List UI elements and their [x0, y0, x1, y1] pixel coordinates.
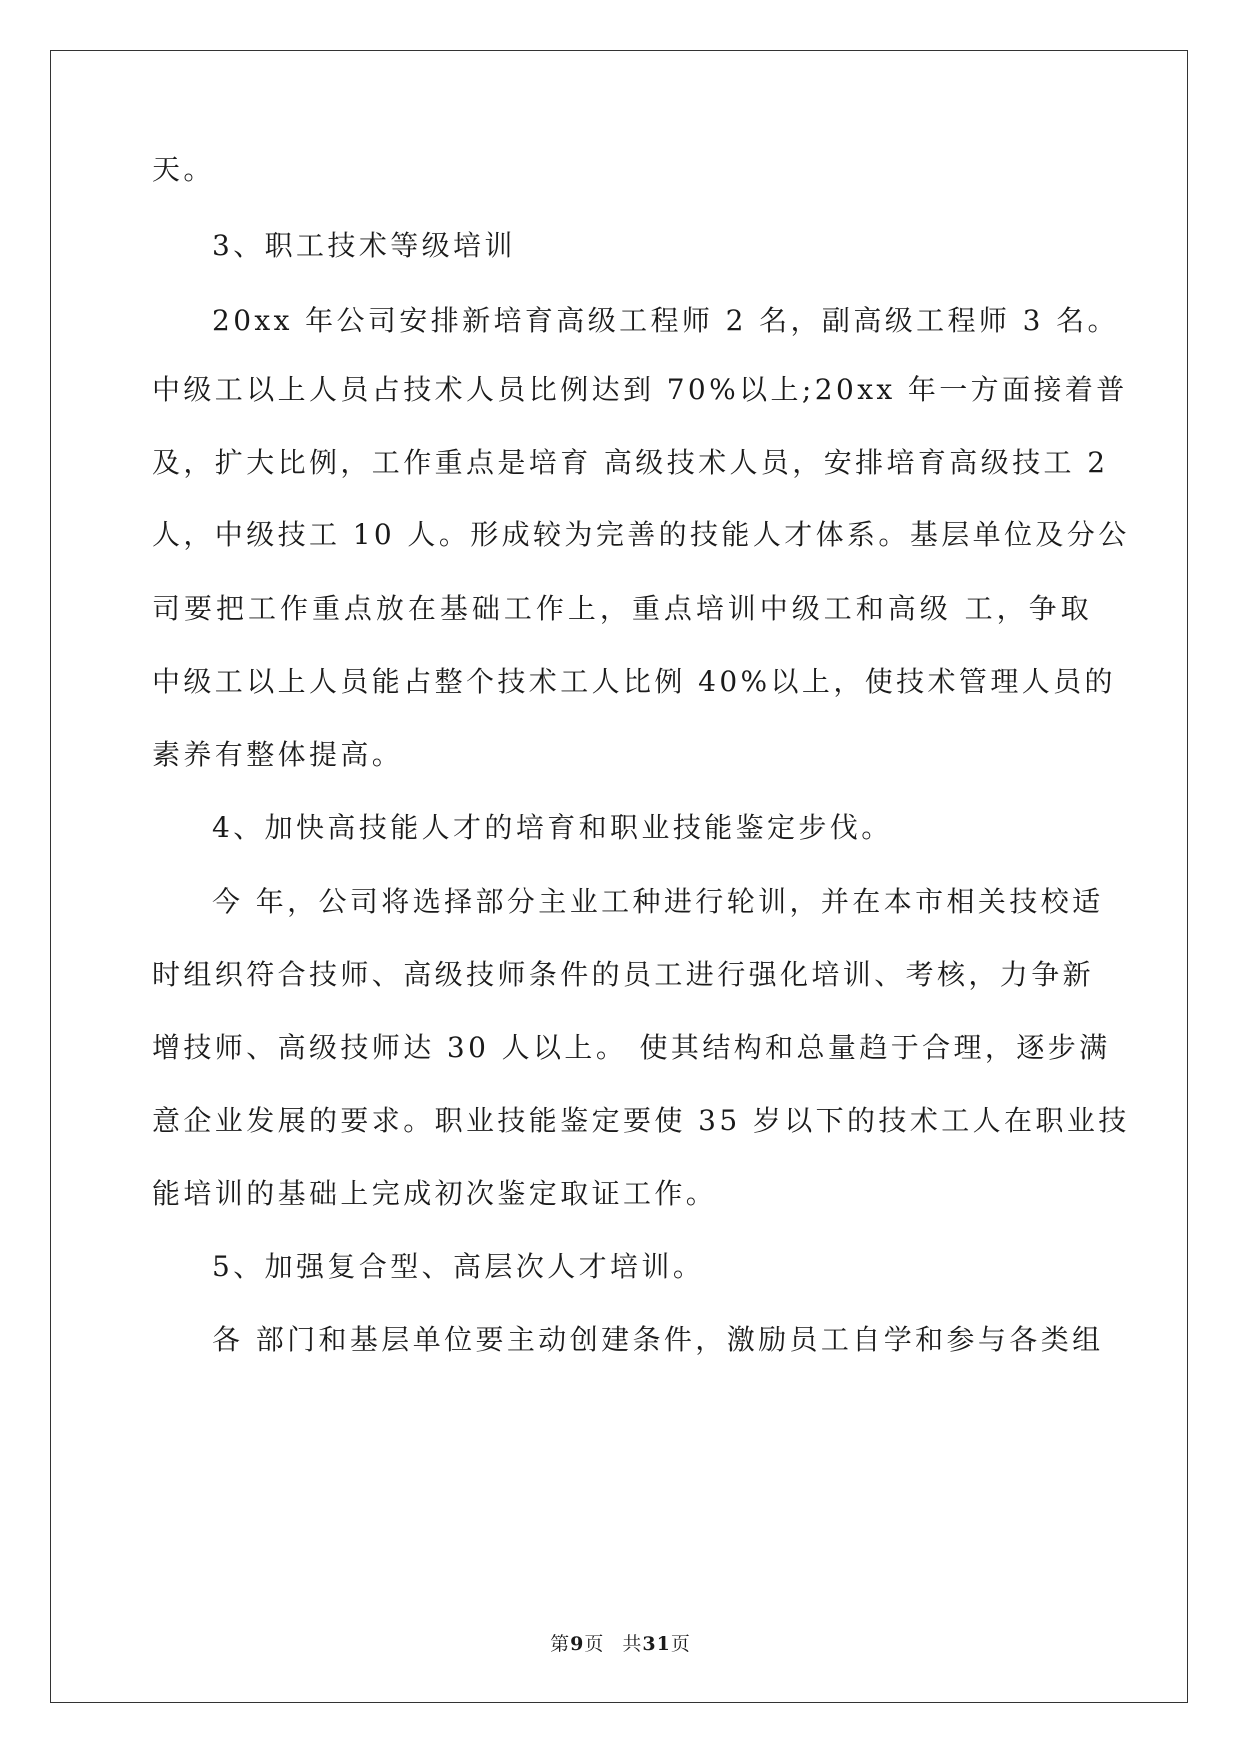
page-footer: [0, 1632, 1241, 1656]
text-line: 能培训的基础上完成初次鉴定取证工作。: [152, 1177, 718, 1210]
text-line: 今 年，公司将选择部分主业工种进行轮训，并在本市相关技校适: [212, 885, 1104, 918]
footer-prefix: 第: [550, 1633, 571, 1655]
text-line: 增技师、高级技师达 30 人以上。 使其结构和总量趋于合理，逐步满: [152, 1031, 1111, 1064]
section-heading: 4、加快高技能人才的培育和职业技能鉴定步伐。: [212, 811, 893, 844]
text-line: 及，扩大比例，工作重点是培育 高级技术人员，安排培育高级技工 2: [152, 446, 1109, 479]
section-heading: 3、职工技术等级培训: [212, 229, 516, 262]
text-line: 人，中级技工 10 人。形成较为完善的技能人才体系。基层单位及分公: [152, 518, 1130, 551]
section-heading: 5、加强复合型、高层次人才培训。: [212, 1250, 705, 1283]
text-line: 中级工以上人员占技术人员比例达到 70%以上;20xx 年一方面接着普: [152, 373, 1128, 406]
text-line: 素养有整体提高。: [152, 738, 404, 771]
text-line: 中级工以上人员能占整个技术工人比例 40%以上，使技术管理人员的: [152, 665, 1116, 698]
footer-total-unit: 页: [670, 1633, 691, 1655]
text-line: 时组织符合技师、高级技师条件的员工进行强化培训、考核，力争新: [152, 958, 1095, 991]
text-line: 20xx 年公司安排新培育高级工程师 2 名，副高级工程师 3 名。: [212, 304, 1119, 337]
page-number: 9: [570, 1633, 585, 1655]
text-line: 司要把工作重点放在基础工作上，重点培训中级工和高级 工，争取: [152, 592, 1092, 625]
page-border: [50, 50, 1188, 1703]
footer-total-prefix: 共: [622, 1633, 643, 1655]
total-pages: 31: [642, 1633, 671, 1655]
text-line: 各 部门和基层单位要主动创建条件，激励员工自学和参与各类组: [212, 1323, 1104, 1356]
footer-page-unit: 页: [584, 1633, 605, 1655]
text-line: 天。: [152, 153, 215, 186]
text-line: 意企业发展的要求。职业技能鉴定要使 35 岁以下的技术工人在职业技: [152, 1104, 1130, 1137]
